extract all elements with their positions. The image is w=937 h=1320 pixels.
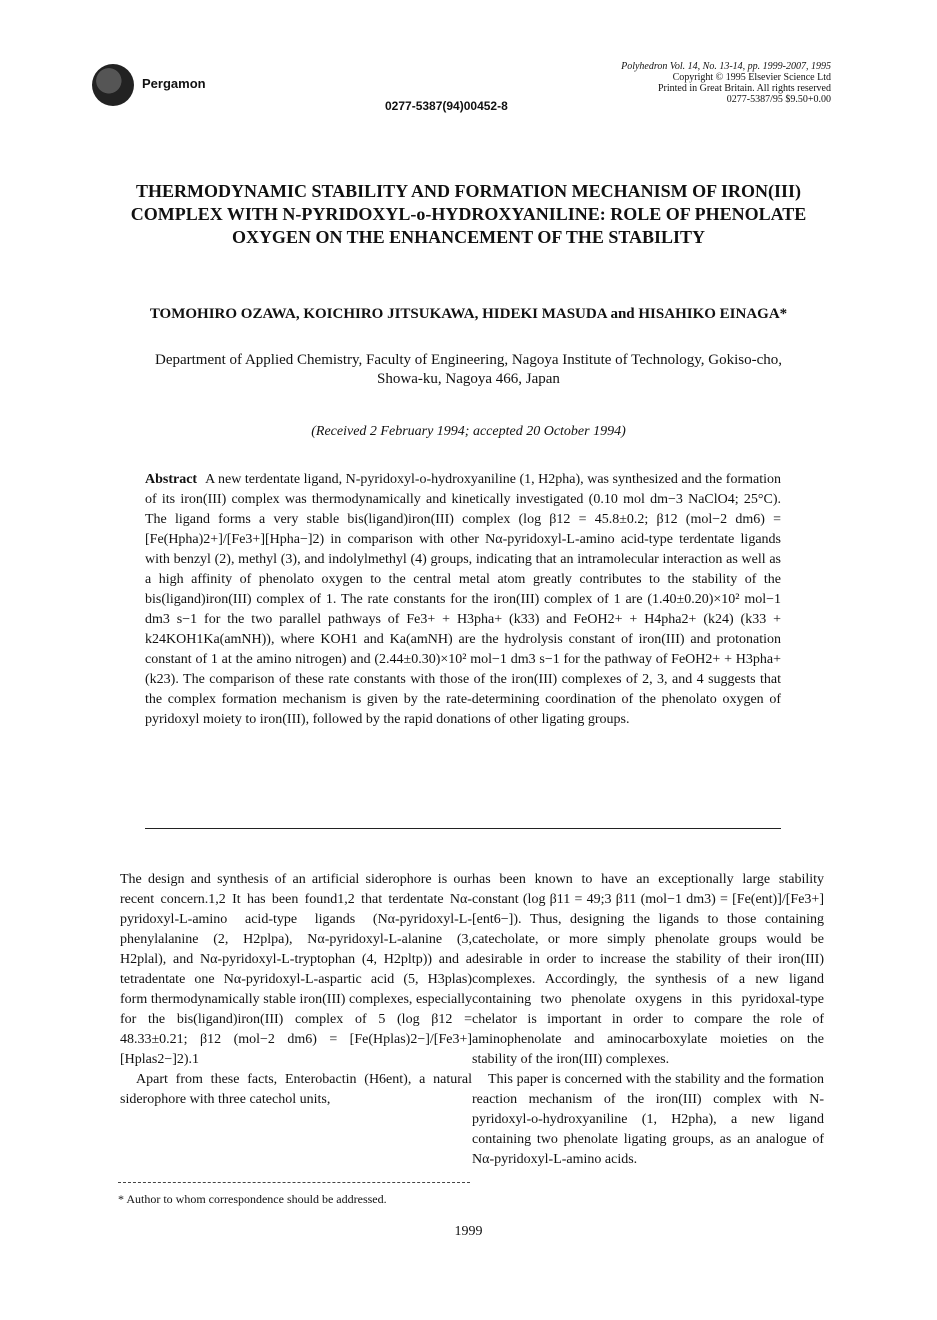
journal-line: 0277-5387/95 $9.50+0.00 bbox=[726, 94, 831, 105]
abstract-text: A new terdentate ligand, N-pyridoxyl-o-hydroxyaniline (1, H2pha), was synthesized and the formation of its iron(III) complex was thermodynamically and kinetically investigated (0.10 mol dm−3 NaClO4; 25°C). The ligand forms a very stable bis(ligand)iron(III) complex (log β12 = 45.8±0.2; β12 (mol−2 dm6) = [Fe(Hpha)2+]/[Fe3+][Hpha−]2) in comparison with other Nα-pyridoxyl-L-amino acid-type terdentate ligands with benzyl (2), methyl (3), and indolylmethyl (4) groups, indicating that an intramolecular interaction as well as a high affinity of phenolato oxygen to the central metal atom greatly contributes to the stability of the bis(ligand)iron(III) complex of 1. The rate constants for the iron(III) complex of 1 are (1.40±0.20)×10² mol−1 dm3 s−1 for the two parallel pathways of Fe3+ + H3pha+ (k33) and FeOH2+ + H4pha2+ (k24) (k33 + k24KOH1Ka(amNH)), where KOH1 and Ka(amNH) are the hydrolysis constant of iron(III) and protonation constant of 1 at the amino nitrogen) and (2.44±0.30)×10² mol−1 dm3 s−1 for the pathway of FeOH2+ + H3pha+(k23). The comparison of these rate constants with those of the iron(III) complexes of 2, 3, and 4 suggests that the complex formation mechanism is given by the rate-determining coordination of the phenolato oxygen of pyridoxyl moiety to iron(III), followed by the rapid donations of other ligating groups. bbox=[145, 472, 781, 727]
affiliation: Department of Applied Chemistry, Faculty of Engineering, Nagoya Institute of Technology, Gokiso-cho, Showa-ku, Nagoya 466, Japan bbox=[154, 352, 782, 387]
journal-line: Polyhedron Vol. 14, No. 13-14, pp. 1999-2007, 1995 bbox=[621, 61, 831, 72]
paragraph: Apart from these facts, Enterobactin (H6ent), a natural siderophore with three catechol units, bbox=[120, 1072, 472, 1107]
paper-title: THERMODYNAMIC STABILITY AND FORMATION MECHANISM OF IRON(III) COMPLEX WITH N-PYRIDOXYL-o-HYDROXYANILINE: ROLE OF PHENOLATE OXYGEN ON THE ENHANCEMENT OF THE STABILITY bbox=[130, 181, 807, 247]
abstract-label: Abstract bbox=[145, 472, 198, 487]
paragraph: The design and synthesis of an artificial siderophore is our recent concern.1,2 It has been found1,2 that terdentate Nα-pyridoxyl-L-amino acid-type ligands (Nα-pyridoxyl-L-phenylalanine (2, H2plpa), Nα-pyridoxyl-L-alanine (3, H2plal), and Nα-pyridoxyl-L-tryptophan (4, H2pltp)) and a tetradentate one Nα-pyridoxyl-L-aspartic acid (5, H3plas) form thermodynamically stable iron(III) complexes, especially for the bis(ligand)iron(III) complex of 5 (log β12 = 48.33±0.21; β12 (mol−2 dm6) = [Fe(Hplas)2−]/[Fe3+][Hplas2−]2).1 bbox=[120, 872, 472, 1067]
page-number: 1999 bbox=[454, 1224, 483, 1239]
journal-line: Copyright © 1995 Elsevier Science Ltd bbox=[672, 72, 831, 83]
journal-info bbox=[571, 61, 831, 105]
column-right bbox=[472, 870, 824, 1170]
authors: TOMOHIRO OZAWA, KOICHIRO JITSUKAWA, HIDEKI MASUDA and HISAHIKO EINAGA* bbox=[149, 306, 788, 322]
journal-line: Printed in Great Britain. All rights reserved bbox=[657, 83, 831, 94]
column-left bbox=[120, 870, 472, 1110]
divider bbox=[145, 828, 781, 829]
publisher-logo bbox=[92, 64, 134, 106]
publisher-name: Pergamon bbox=[142, 76, 206, 91]
doi: 0277-5387(94)00452-8 bbox=[385, 99, 508, 113]
abstract bbox=[145, 470, 781, 730]
footnote-divider bbox=[118, 1182, 470, 1183]
paragraph: This paper is concerned with the stability and the formation reaction mechanism of the iron(III) complex with N-pyridoxyl-o-hydroxyaniline (1, H2pha), a new ligand containing two phenolate ligating groups, as an analogue of Nα-pyridoxyl-L-amino acids. bbox=[472, 1072, 824, 1167]
footnote: * Author to whom correspondence should be addressed. bbox=[118, 1192, 387, 1206]
received-date: (Received 2 February 1994; accepted 20 October 1994) bbox=[311, 424, 626, 439]
paragraph: has been known to have an exceptionally large stability constant (log β11 = 49;3 β11 (mol−1 dm3) = [Fe(ent)]/[Fe3+][ent6−]). Thus, designing the ligands to those containing catecholate, or more simply phenolate groups would be desirable in order to increase the stability of their iron(III) complexes. Accordingly, the synthesis of a new ligand containing two phenolate oxygens in this pyridoxal-type chelator is important in order to compare the role of aminophenolate and aminocarboxylate moieties on the stability of the iron(III) complexes. bbox=[472, 872, 824, 1067]
